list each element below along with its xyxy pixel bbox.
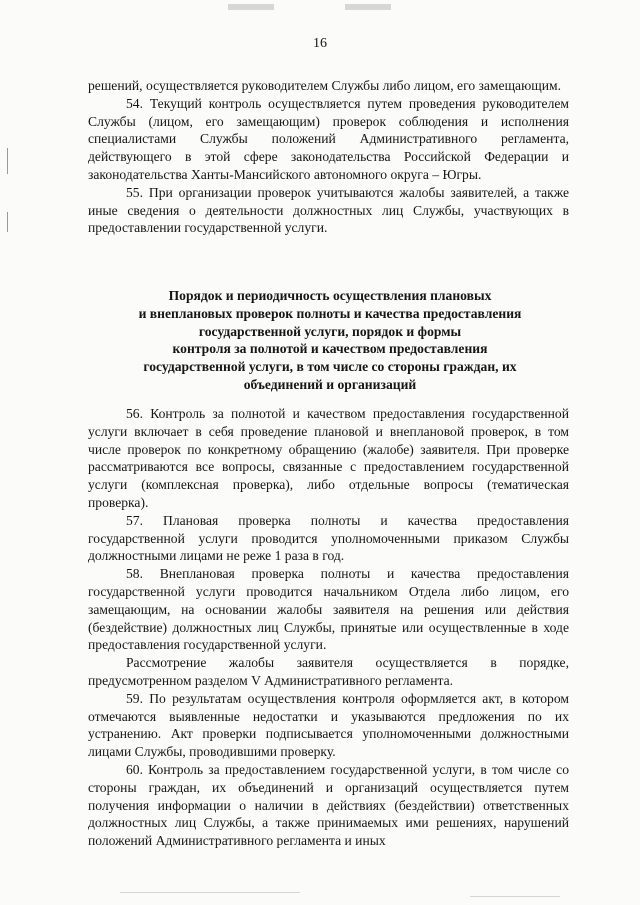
scan-artifact xyxy=(228,4,274,10)
scan-artifact xyxy=(120,892,300,893)
paragraph-57: 57. Плановая проверка полноты и качества предоставления государственной услуги проводится уполномоченными приказом Службы должностными лицами не реже 1 раза в год. xyxy=(88,512,569,564)
paragraph-56: 56. Контроль за полнотой и качеством предоставления государственной услуги включает в себя проведение плановой и внеплановой проверок, в том числе проверок по конкретному обращению (жалобе) заявителя. При проверке рассматриваются все вопросы, связанные с предоставлением государственной услуги (комплексная проверка), либо отдельные вопросы (тематическая проверка). xyxy=(88,406,569,510)
page-number: 16 xyxy=(313,36,327,51)
paragraph-55: 55. При организации проверок учитываются жалобы заявителей, а также иные сведения о деятельности должностных лиц Службы, участвующих в предоставлении государственной услуги. xyxy=(88,184,569,236)
heading-line: Порядок и периодичность осуществления плановых xyxy=(168,288,492,303)
paragraph-continuation: решений, осуществляется руководителем Службы либо лицом, его замещающим. xyxy=(88,78,561,93)
scan-artifact xyxy=(470,896,560,897)
heading-line: объединений и организаций xyxy=(243,376,417,392)
paragraph-review: Рассмотрение жалобы заявителя осуществляется в порядке, предусмотренном разделом V Административного регламента. xyxy=(88,655,569,688)
paragraph-59: 59. По результатам осуществления контроля оформляется акт, в котором отмечаются выявленные недостатки и указываются предложения по их устранению. Акт проверки подписывается уполномоченными должностными лицами Службы, проводившими проверку. xyxy=(88,690,569,760)
paragraph-54: 54. Текущий контроль осуществляется путем проведения руководителем Службы (лицом, его замещающим) проверок соблюдения и исполнения специалистами Службы положений Административного регламента, действующего в этой сфере законодательства Российской Федерации и законодательства Ханты-Мансийского автономного округа – Югры. xyxy=(88,95,569,182)
heading-line: и внеплановых проверок полноты и качества предоставления xyxy=(138,305,522,321)
paragraph-60: 60. Контроль за предоставлением государственной услуги, в том числе со стороны граждан, их объединений и организаций осуществляется путем получения информации о наличии в действиях (бездействии) ответственных должностных лиц Службы, а также принимаемых ими решениях, нарушений положений Административного регламента и иных xyxy=(88,761,569,849)
heading-line: государственной услуги, в том числе со стороны граждан, их xyxy=(143,359,517,375)
paragraph-58: 58. Внеплановая проверка полноты и качества предоставления государственной услуги проводится начальником Отдела либо лицом, его замещающим, на основании жалобы заявителя на решения или действия (бездействие) должностных лиц Службы, принятые или осуществленные в ходе предоставления государственной услуги. xyxy=(88,566,569,653)
heading-line: контроля за полнотой и качеством предоставления xyxy=(172,341,488,357)
body-text-main xyxy=(88,405,569,850)
binding-mark xyxy=(7,148,8,174)
binding-mark xyxy=(7,212,8,232)
heading-line: государственной услуги, порядок и формы xyxy=(198,323,462,339)
scan-artifact xyxy=(345,4,391,10)
section-heading xyxy=(100,287,560,394)
body-text-top xyxy=(88,77,569,237)
